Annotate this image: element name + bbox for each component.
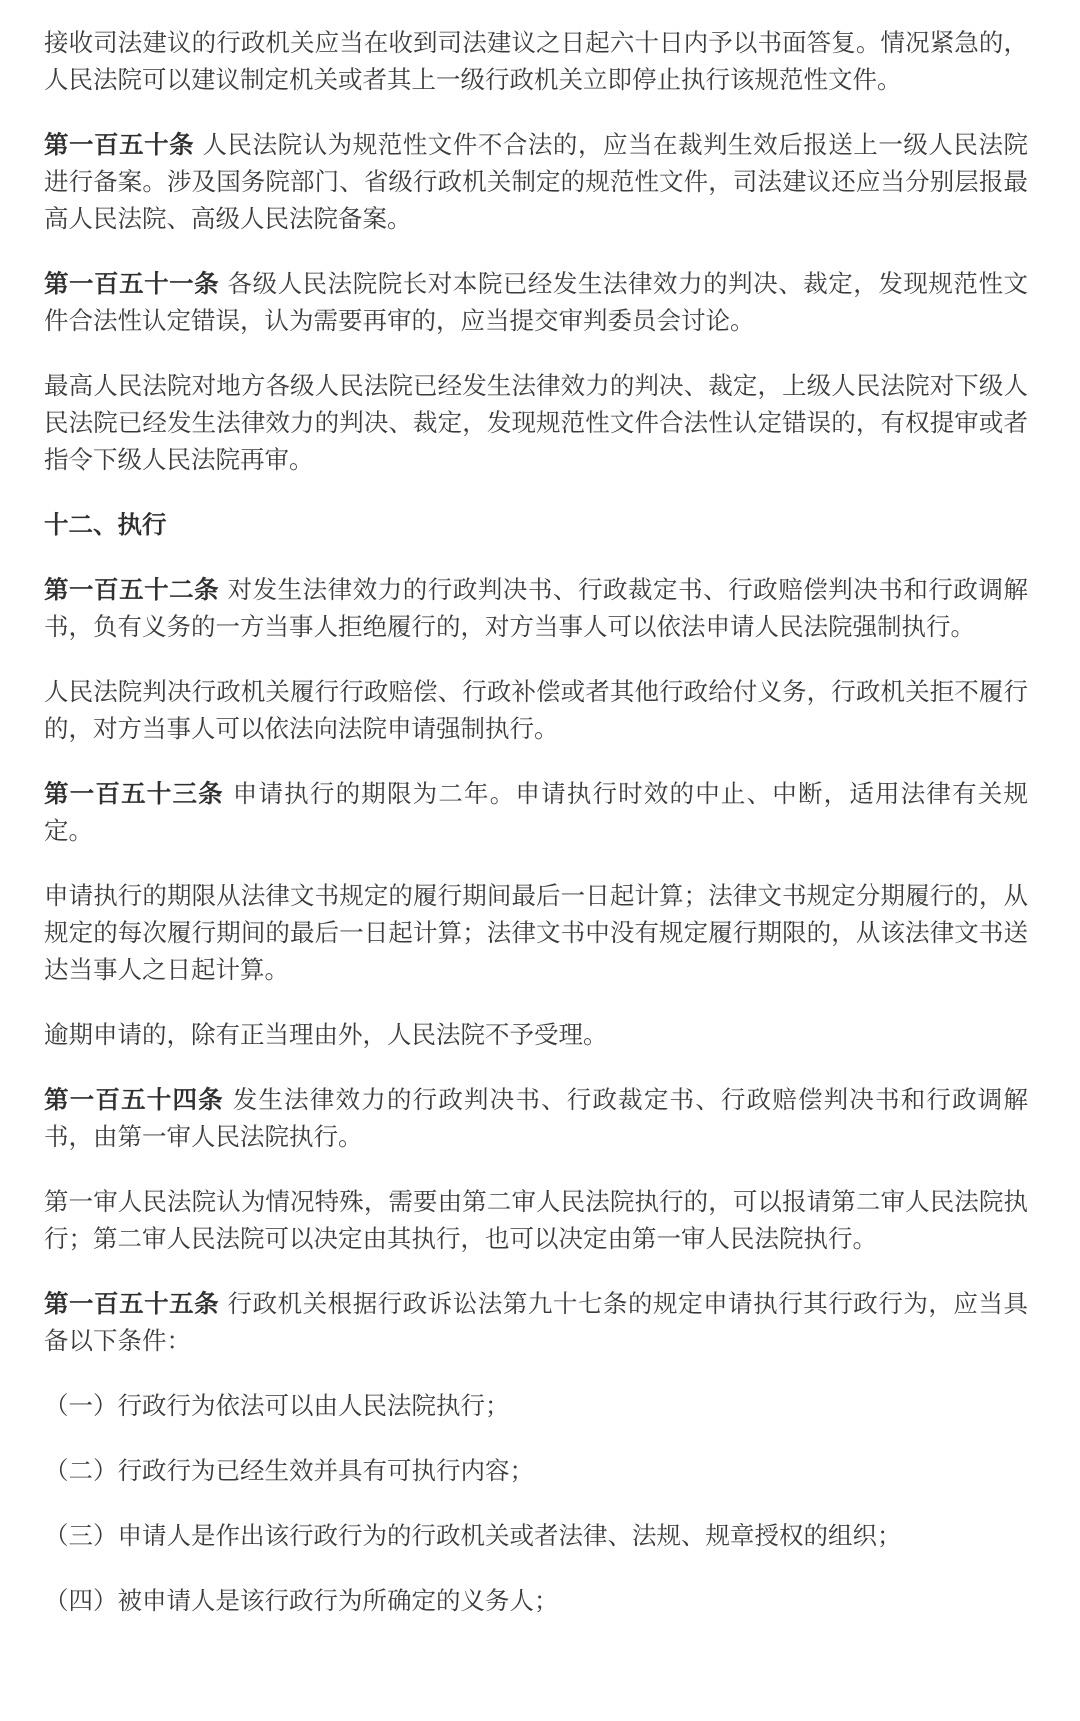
paragraph-11 [44,1183,1028,1257]
paragraph-8 [44,877,1028,988]
article-label: 第一百五十二条 [44,575,220,604]
condition-item-4 [44,1582,1028,1619]
article-150 [44,126,1028,237]
paragraph-text: 发生法律效力的行政判决书、行政裁定书、行政赔偿判决书和行政调解书，由第一审人民法院执行。 [44,1085,1028,1151]
paragraph-text: 人民法院判决行政机关履行行政赔偿、行政补偿或者其他行政给付义务，行政机关拒不履行的，对方当事人可以依法向法院申请强制执行。 [44,677,1028,743]
paragraph-text: 逾期申请的，除有正当理由外，人民法院不予受理。 [44,1020,608,1049]
article-label: 第一百五十一条 [44,269,220,298]
paragraph-text: 行政机关根据行政诉讼法第九十七条的规定申请执行其行政行为，应当具备以下条件： [44,1289,1028,1355]
article-label: 第一百五十四条 [44,1085,224,1114]
paragraph-3 [44,367,1028,478]
paragraph-text: （一）行政行为依法可以由人民法院执行； [44,1391,510,1420]
paragraph-0 [44,24,1028,98]
paragraph-text: 申请执行的期限从法律文书规定的履行期间最后一日起计算；法律文书规定分期履行的，从规定的每次履行期间的最后一日起计算；法律文书中没有规定履行期限的，从该法律文书送达当事人之日起计算。 [44,881,1028,984]
article-152 [44,571,1028,645]
condition-item-3 [44,1517,1028,1554]
condition-item-1 [44,1387,1028,1424]
paragraph-9 [44,1016,1028,1053]
article-153 [44,775,1028,849]
paragraph-text: 人民法院认为规范性文件不合法的，应当在裁判生效后报送上一级人民法院进行备案。涉及国务院部门、省级行政机关制定的规范性文件，司法建议还应当分别层报最高人民法院、高级人民法院备案。 [44,130,1028,233]
paragraph-text: 最高人民法院对地方各级人民法院已经发生法律效力的判决、裁定，上级人民法院对下级人民法院已经发生法律效力的判决、裁定，发现规范性文件合法性认定错误的，有权提审或者指令下级人民法院再审。 [44,371,1028,474]
paragraph-text: （四）被申请人是该行政行为所确定的义务人； [44,1586,559,1615]
article-155 [44,1285,1028,1359]
section-heading-execution: 十二、执行 [44,510,167,539]
article-label: 第一百五十五条 [44,1289,220,1318]
paragraph-text: 各级人民法院院长对本院已经发生法律效力的判决、裁定，发现规范性文件合法性认定错误，认为需要再审的，应当提交审判委员会讨论。 [44,269,1028,335]
article-label: 第一百五十三条 [44,779,224,808]
paragraph-text: 对发生法律效力的行政判决书、行政裁定书、行政赔偿判决书和行政调解书，负有义务的一方当事人拒绝履行的，对方当事人可以依法申请人民法院强制执行。 [44,575,1028,641]
paragraph-text: 申请执行的期限为二年。申请执行时效的中止、中断，适用法律有关规定。 [44,779,1028,845]
paragraph-text: 接收司法建议的行政机关应当在收到司法建议之日起六十日内予以书面答复。情况紧急的，人民法院可以建议制定机关或者其上一级行政机关立即停止执行该规范性文件。 [44,28,1028,94]
paragraph-text: 第一审人民法院认为情况特殊，需要由第二审人民法院执行的，可以报请第二审人民法院执行；第二审人民法院可以决定由其执行，也可以决定由第一审人民法院执行。 [44,1187,1028,1253]
paragraph-6 [44,673,1028,747]
article-label: 第一百五十条 [44,130,195,159]
article-151 [44,265,1028,339]
condition-item-2 [44,1452,1028,1489]
paragraph-text: （二）行政行为已经生效并具有可执行内容； [44,1456,534,1485]
article-154 [44,1081,1028,1155]
paragraph-text: （三）申请人是作出该行政行为的行政机关或者法律、法规、规章授权的组织； [44,1521,902,1550]
